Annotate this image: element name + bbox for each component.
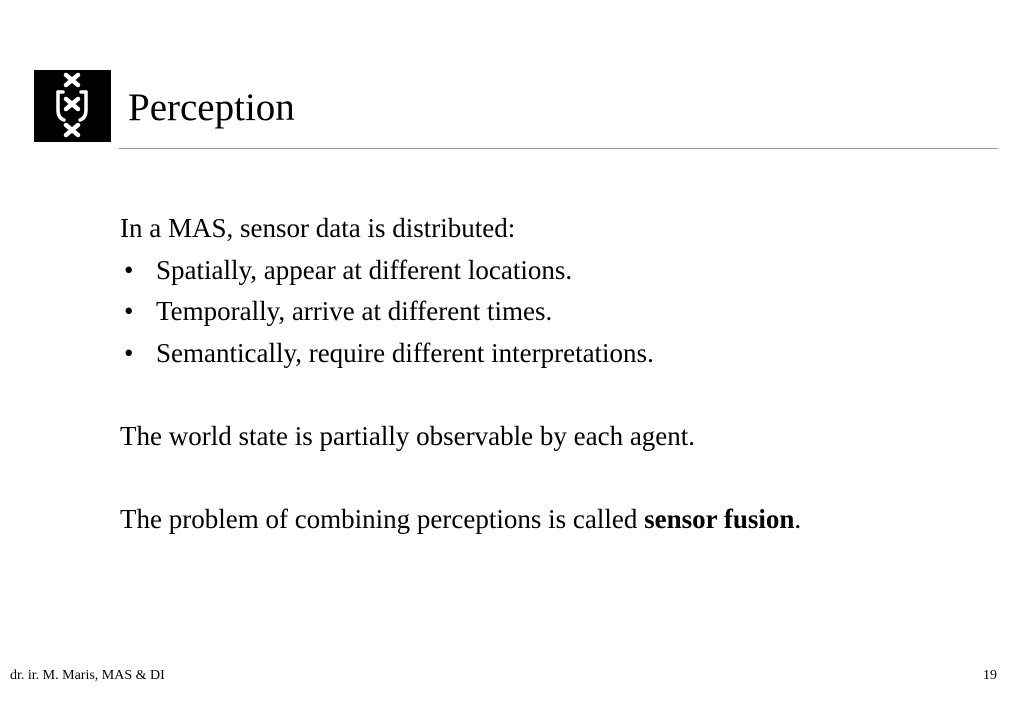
bullet-marker: • [124, 254, 134, 285]
spacer [120, 374, 801, 416]
bullet-item-spatially [120, 250, 801, 292]
sensor-fusion-paragraph [120, 499, 801, 541]
footer-author: dr. ir. M. Maris, MAS & DI [10, 668, 165, 683]
bullet-marker: • [124, 337, 134, 368]
bullet-item-temporally [120, 291, 801, 333]
bullet-text: Temporally, arrive at different times. [156, 296, 553, 326]
sensor-fusion-term: sensor fusion [644, 503, 795, 534]
bullet-text: Spatially, appear at different locations. [156, 254, 573, 285]
bullet-marker: • [124, 296, 134, 326]
slide-title: Perception [128, 86, 295, 129]
intro-text: In a MAS, sensor data is distributed: [120, 213, 516, 243]
title-divider [119, 148, 998, 149]
slide-body [120, 208, 801, 540]
bullet-text: Semantically, require different interpretations. [156, 337, 654, 368]
sensor-fusion-lead-text: The problem of combining perceptions is called [120, 503, 645, 534]
university-xxx-crest-icon [34, 70, 111, 142]
sensor-fusion-period: . [794, 503, 802, 534]
spacer [120, 457, 801, 499]
world-state-paragraph: The world state is partially observable by each agent. [120, 420, 696, 451]
page-number: 19 [983, 668, 997, 683]
university-logo [34, 70, 111, 142]
bullet-item-semantically [120, 333, 801, 375]
